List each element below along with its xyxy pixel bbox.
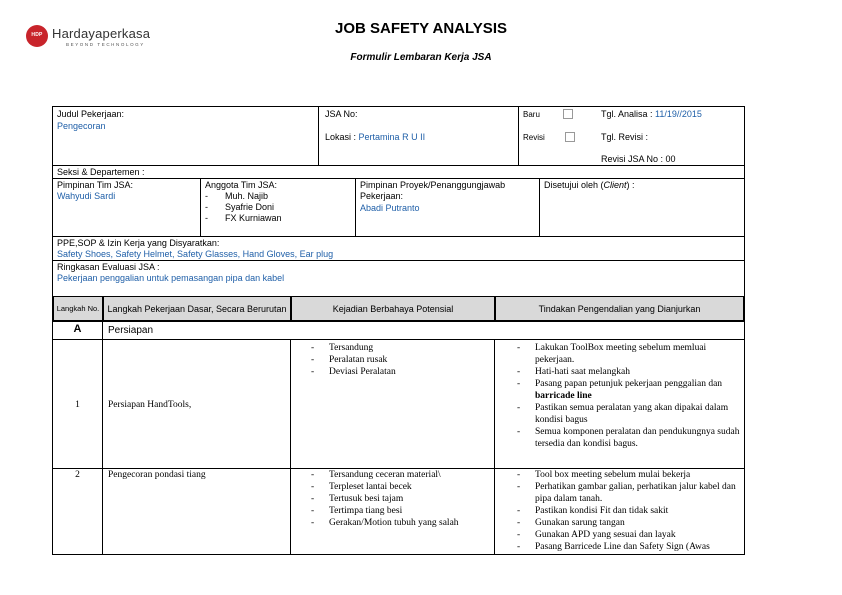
control-item: - Pastikan kondisi Fit dan tidak sakit: [515, 505, 745, 517]
approved-by-text: Disetujui oleh (: [544, 180, 604, 190]
revisi-checkbox[interactable]: [565, 132, 575, 142]
col-header-basic-step: Langkah Pekerjaan Dasar, Secara Berurutan: [103, 296, 291, 321]
job-title-label: Judul Pekerjaan:: [57, 109, 125, 119]
hazard-item: - Tertusuk besi tajam: [309, 493, 493, 505]
location-value: Pertamina R U II: [358, 132, 426, 142]
team-member: - FX Kurniawan: [203, 213, 353, 224]
team-member: - Syafrie Doni: [203, 202, 353, 213]
team-lead-value: Wahyudi Sardi: [57, 191, 116, 201]
hazard-item: - Peralatan rusak: [309, 354, 493, 366]
col-header-step-no: Langkah No.: [53, 296, 103, 321]
summary-label: Ringkasan Evaluasi JSA :: [57, 262, 160, 272]
section-letter: A: [73, 323, 82, 335]
col-header-hazard: Kejadian Berbahaya Potensial: [291, 296, 495, 321]
hazard-list: [309, 342, 493, 378]
revisi-label: Revisi: [523, 133, 545, 142]
control-item: - Hati-hati saat melangkah: [515, 366, 745, 378]
hazard-item: - Deviasi Peralatan: [309, 366, 493, 378]
logo-name: Hardayaperkasa: [52, 26, 151, 41]
location-field: [325, 132, 515, 143]
step-number: 1: [75, 400, 80, 410]
step-description: Persiapan HandTools,: [108, 400, 192, 410]
baru-label: Baru: [523, 110, 540, 119]
document-title: JOB SAFETY ANALYSIS: [335, 20, 507, 37]
project-lead-label-2: Pekerjaan:: [360, 191, 404, 201]
control-item-text: Pasang papan petunjuk pekerjaan penggalian dan: [535, 379, 723, 389]
control-list: [515, 469, 745, 553]
team-lead-label: Pimpinan Tim JSA:: [57, 180, 134, 190]
project-lead-value: Abadi Putranto: [360, 203, 420, 213]
approved-by-end: ) :: [626, 180, 635, 190]
hazard-item: - Terpleset lantai becek: [309, 481, 493, 493]
control-item: - Tool box meeting sebelum mulai bekerja: [515, 469, 745, 481]
control-item: - Pastikan semua peralatan yang akan dipakai dalam kondisi bagus: [515, 402, 745, 426]
hazard-list: [309, 469, 493, 529]
location-label: Lokasi :: [325, 132, 357, 142]
col-header-control: Tindakan Pengendalian yang Dianjurkan: [495, 296, 744, 321]
analysis-date-label: Tgl. Analisa :: [601, 109, 653, 119]
job-title-value: Pengecoran: [57, 121, 106, 131]
analysis-date-field: [601, 109, 746, 120]
team-members-list: [203, 191, 353, 224]
logo-mark-text: HDP: [31, 32, 43, 38]
hazard-item: - Tersandung: [309, 342, 493, 354]
section-name: Persiapan: [108, 325, 154, 336]
logo-tagline: BEYOND TECHNOLOGY: [66, 42, 145, 47]
team-members-label: Anggota Tim JSA:: [205, 180, 278, 190]
control-list: [515, 342, 745, 450]
document-subtitle: Formulir Lembaran Kerja JSA: [350, 52, 492, 63]
jsa-no-label: JSA No:: [325, 109, 358, 119]
approved-by-client: Client: [603, 180, 627, 190]
analysis-date-value: 11/19//2015: [655, 109, 702, 119]
control-item: - Perhatikan gambar galian, perhatikan jalur kabel dan pipa dalam tanah.: [515, 481, 745, 505]
section-department-label: Seksi & Departemen :: [57, 167, 145, 177]
revision-no-label: Revisi JSA No : 00: [601, 154, 676, 164]
ppe-value: Safety Shoes, Safety Helmet, Safety Glasses, Hand Gloves, Ear plug: [57, 249, 334, 259]
control-item: - Gunakan sarung tangan: [515, 517, 745, 529]
summary-value: Pekerjaan penggalian untuk pemasangan pipa dan kabel: [57, 273, 285, 283]
project-lead-label-1: Pimpinan Proyek/Penanggungjawab: [360, 180, 506, 190]
control-item: - Pasang Barricede Line dan Safety Sign (Awas: [515, 541, 745, 553]
step-description: Pengecoran pondasi tiang: [108, 470, 206, 480]
team-member: - Muh. Najib: [203, 191, 353, 202]
revision-date-label: Tgl. Revisi :: [601, 132, 649, 142]
jsa-form: [52, 106, 745, 555]
ppe-label: PPE,SOP & Izin Kerja yang Disyaratkan:: [57, 238, 220, 248]
control-item-bold: barricade line: [535, 391, 592, 401]
control-item: - Gunakan APD yang sesuai dan layak: [515, 529, 745, 541]
step-number: 2: [75, 470, 80, 480]
approved-by-label: [544, 180, 742, 191]
control-item: [515, 378, 745, 402]
baru-checkbox[interactable]: [563, 109, 573, 119]
hazard-item: - Gerakan/Motion tubuh yang salah: [309, 517, 493, 529]
hazard-item: - Tertimpa tiang besi: [309, 505, 493, 517]
control-item: - Lakukan ToolBox meeting sebelum memluai pekerjaan.: [515, 342, 745, 366]
control-item: - Semua komponen peralatan dan pendukungnya sudah tersedia dan kondisi bagus.: [515, 426, 745, 450]
hazard-item: - Tersandung ceceran material\: [309, 469, 493, 481]
